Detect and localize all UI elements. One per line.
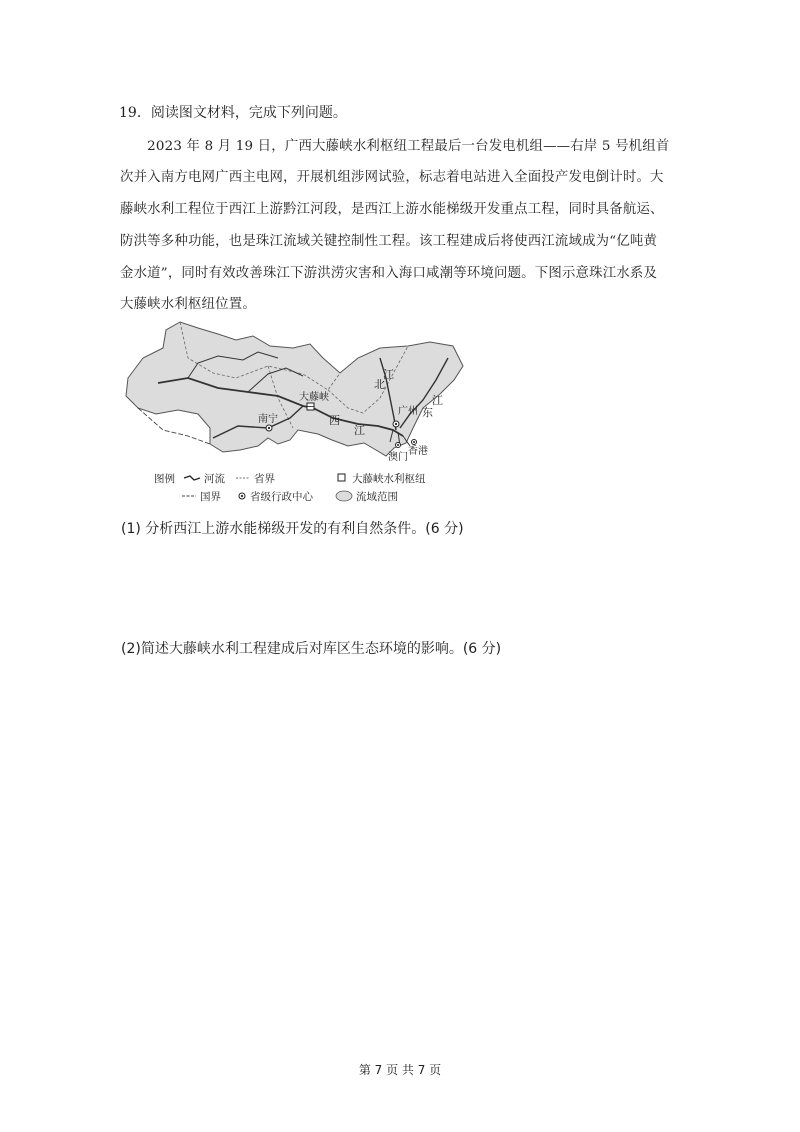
subquestion-2: (2)简述大藤峡水利工程建成后对库区生态环境的影响。(6 分)	[121, 641, 502, 657]
pearl-river-map	[118, 318, 478, 513]
paragraph-line-1: 2023 年 8 月 19 日，广西大藤峡水利枢纽工程最后一台发电机组——右岸 5 号机组首	[120, 139, 670, 154]
label-macau: 澳门	[388, 452, 408, 463]
legend-province: 省界	[254, 473, 275, 485]
paragraph-line-5: 金水道”，同时有效改善珠江下游洪涝灾害和入海口咸潮等环境问题。下图示意珠江水系及	[120, 266, 658, 281]
legend-river: 河流	[204, 473, 225, 485]
question-header: 19．阅读图文材料，完成下列问题。	[119, 105, 347, 121]
legend-river-icon	[184, 476, 200, 480]
subquestion-1: (1) 分析西江上游水能梯级开发的有利自然条件。(6 分)	[121, 521, 464, 537]
legend-basin-icon	[336, 491, 352, 501]
page-footer: 第 7 页 共 7 页	[358, 1063, 442, 1077]
paragraph-line-6: 大藤峡水利枢纽位置。	[120, 297, 256, 312]
legend-basin: 流域范围	[356, 491, 398, 503]
legend-capital: 省级行政中心	[250, 491, 313, 503]
paragraph-line-2: 次并入南方电网广西主电网，开展机组涉网试验，标志着电站进入全面投产发电倒计时。大	[120, 170, 664, 185]
label-dateng: 大藤峡	[299, 392, 329, 403]
legend-national: 国界	[200, 491, 221, 503]
label-dong-1: 东	[422, 406, 433, 419]
legend-hub: 大藤峡水利枢纽	[352, 473, 426, 485]
label-xi-1: 西	[329, 414, 340, 427]
label-xi-2: 江	[354, 424, 365, 437]
paragraph-line-4: 防洪等多种功能，也是珠江流域关键控制性工程。该工程建成后将使西江流域成为“亿吨黄	[120, 234, 658, 249]
legend-title: 图例	[154, 473, 175, 485]
label-guangzhou: 广州	[398, 406, 418, 417]
label-bei-2: 江	[383, 368, 394, 381]
paragraph-line-3: 藤峡水利工程位于西江上游黔江河段，是西江上游水能梯级开发重点工程，同时具备航运、	[120, 202, 664, 217]
label-hongkong: 香港	[408, 446, 428, 457]
label-dong-2: 江	[432, 394, 443, 407]
label-nanning: 南宁	[258, 414, 278, 425]
legend-hub-icon	[338, 474, 345, 481]
label-bei-1: 北	[374, 378, 385, 391]
basin-area	[126, 322, 463, 456]
